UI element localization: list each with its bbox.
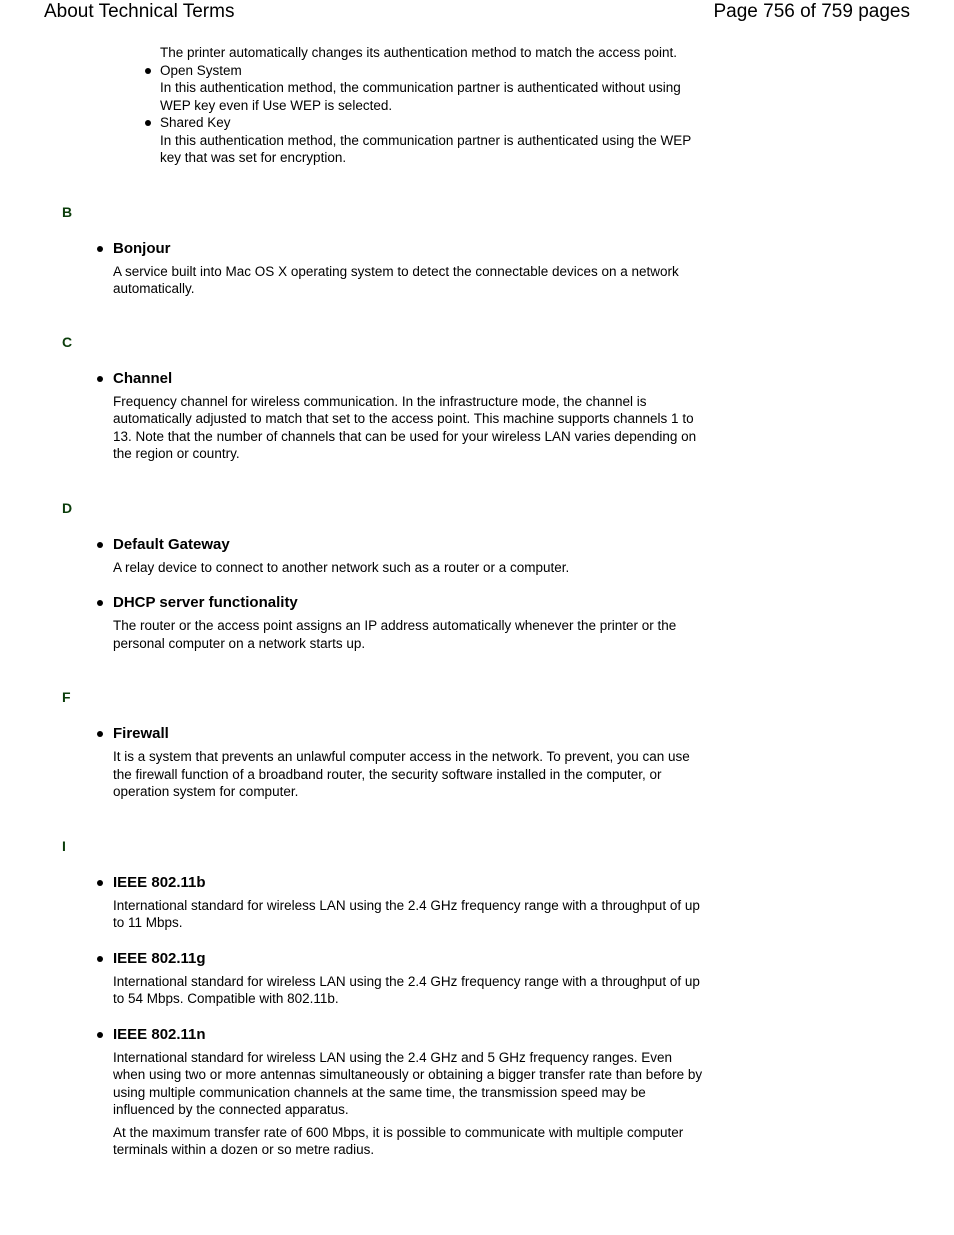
bullet-icon bbox=[97, 542, 103, 548]
section-letter-b: B bbox=[62, 203, 73, 220]
document-body bbox=[0, 44, 954, 1159]
section-letter-i: I bbox=[62, 837, 66, 854]
term-ieee-80211g bbox=[113, 949, 713, 1008]
page-number: Page 756 of 759 pages bbox=[713, 1, 910, 22]
bullet-icon bbox=[97, 1032, 103, 1038]
term-name: Channel bbox=[113, 369, 173, 387]
bullet-icon bbox=[97, 880, 103, 886]
bullet-icon bbox=[97, 600, 103, 606]
term-name: IEEE 802.11n bbox=[113, 1025, 206, 1043]
bullet-icon bbox=[145, 120, 151, 126]
bullet-icon bbox=[97, 246, 103, 252]
continuation-intro bbox=[160, 44, 700, 62]
term-name: IEEE 802.11g bbox=[113, 949, 206, 967]
authentication-method-list bbox=[144, 62, 704, 167]
term-description: A service built into Mac OS X operating system to detect the connectable devices on a network automatically. bbox=[113, 263, 679, 296]
term-name: Firewall bbox=[113, 725, 169, 742]
document-title: About Technical Terms bbox=[44, 1, 235, 22]
term-description: International standard for wireless LAN using the 2.4 GHz frequency range with a throughput of up to 54 Mbps. Compatible with 802.11b. bbox=[113, 973, 700, 1006]
list-item bbox=[144, 62, 704, 115]
list-item-label: Shared Key bbox=[160, 115, 231, 130]
term-name: Default Gateway bbox=[113, 535, 230, 553]
continuation-intro-text: The printer automatically changes its authentication method to match the access point. bbox=[160, 45, 678, 60]
term-name: DHCP server functionality bbox=[113, 594, 298, 611]
bullet-icon bbox=[97, 956, 103, 962]
bullet-icon bbox=[97, 376, 103, 382]
term-default-gateway bbox=[113, 535, 713, 577]
term-description: It is a system that prevents an unlawful computer access in the network. To prevent, you can use the firewall function of a broadband router, the security software installed in the computer, or operation system for computer. bbox=[113, 749, 690, 799]
list-item-label: Open System bbox=[160, 62, 242, 78]
term-firewall bbox=[113, 724, 713, 801]
list-item bbox=[144, 114, 704, 167]
term-description: Frequency channel for wireless communication. In the infrastructure mode, the channel is automatically adjusted to match that set to the access point. This machine supports channels 1 to 13. Note that the number of channels that can be used for your wireless LAN varies depending on the region or country. bbox=[113, 393, 697, 461]
term-name: IEEE 802.11b bbox=[113, 873, 206, 891]
term-dhcp-server bbox=[113, 593, 713, 652]
page-header bbox=[0, 0, 954, 26]
list-item-text: In this authentication method, the communication partner is authenticated without using WEP key even if Use WEP is selected. bbox=[160, 80, 681, 113]
term-description: A relay device to connect to another network such as a router or a computer. bbox=[113, 559, 570, 575]
term-channel bbox=[113, 369, 713, 463]
section-letter-c: C bbox=[62, 333, 73, 350]
bullet-icon bbox=[145, 68, 151, 74]
bullet-icon bbox=[97, 731, 103, 737]
term-description: International standard for wireless LAN using the 2.4 GHz and 5 GHz frequency ranges. Even when using two or more antennas simultaneously or obtaining a bigger transfer rate than before by using multiple communication channels at the same time, the transmission speed may be influenced by the connected apparatus. bbox=[113, 1049, 703, 1117]
term-name: Bonjour bbox=[113, 239, 171, 257]
list-item-text: In this authentication method, the communication partner is authenticated using the WEP key that was set for encryption. bbox=[160, 132, 692, 165]
term-description: The router or the access point assigns an IP address automatically whenever the printer or the personal computer on a network starts up. bbox=[113, 618, 677, 651]
term-ieee-80211n bbox=[113, 1025, 713, 1159]
term-description: International standard for wireless LAN using the 2.4 GHz frequency range with a throughput of up to 11 Mbps. bbox=[113, 897, 700, 930]
term-bonjour bbox=[113, 239, 713, 298]
section-letter-f: F bbox=[62, 689, 71, 705]
section-letter-d: D bbox=[62, 499, 73, 516]
term-description-continued: At the maximum transfer rate of 600 Mbps, it is possible to communicate with multiple computer terminals within a dozen or so metre radius. bbox=[113, 1124, 684, 1157]
term-ieee-80211b bbox=[113, 873, 713, 932]
